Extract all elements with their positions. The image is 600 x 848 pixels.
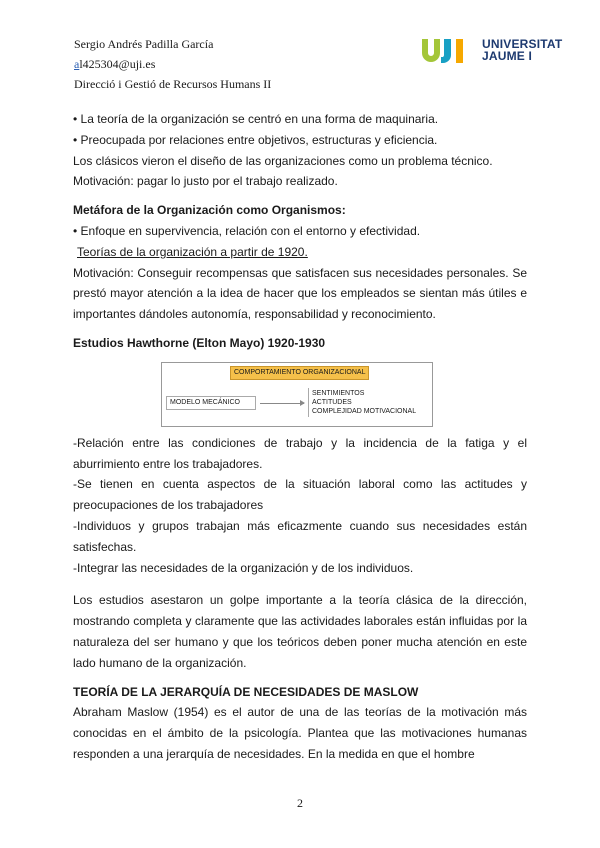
section-heading: TEORÍA DE LA JERARQUÍA DE NECESIDADES DE MASLOW bbox=[73, 684, 419, 699]
page-number: 2 bbox=[297, 796, 303, 810]
diagram-left-label: MODELO MECÁNICO bbox=[166, 396, 256, 410]
paragraph: Los clásicos vieron el diseño de las organizaciones como un problema técnico. bbox=[73, 153, 493, 168]
diagram-right-item: COMPLEJIDAD MOTIVACIONAL bbox=[312, 407, 417, 415]
email-first-letter: a bbox=[74, 57, 80, 71]
author-name: Sergio Andrés Padilla García bbox=[74, 37, 214, 51]
document-body bbox=[73, 109, 527, 765]
bullet-paragraph: • Preocupada por relaciones entre objetivos, estructuras y eficiencia. bbox=[73, 132, 438, 147]
paragraph: -Se tienen en cuenta aspectos de la situación laboral como las actitudes y preocupaciones de los trabajadores bbox=[73, 477, 527, 513]
diagram-right-item: SENTIMIENTOS bbox=[312, 389, 365, 397]
logo-text bbox=[482, 38, 562, 62]
page-header bbox=[74, 34, 271, 94]
underlined-subheading: Teorías de la organización a partir de 1920. bbox=[77, 244, 308, 259]
section-heading: Metáfora de la Organización como Organismos: bbox=[73, 203, 346, 218]
diagram-right-list bbox=[308, 388, 431, 417]
arrow-right-icon bbox=[260, 403, 304, 404]
paragraph: Abraham Maslow (1954) es el autor de una de las teorías de la motivación más conocidas en el ámbito de la psicología. Plantea que las motivaciones humanas responden a una jerarquía de necesidades. En la medida en que el hombre bbox=[73, 705, 527, 761]
author-email bbox=[74, 54, 271, 74]
bullet-paragraph: • Enfoque en supervivencia, relación con el entorno y efectividad. bbox=[73, 223, 421, 238]
paragraph: Motivación: Conseguir recompensas que satisfacen sus necesidades personales. Se prestó mayor atención a la idea de hacer que los empleados se sientan más útiles e importantes dándoles autonomía, responsabilidad y reconocimiento. bbox=[73, 265, 527, 322]
paragraph: -Integrar las necesidades de la organización y de los individuos. bbox=[73, 560, 414, 575]
section-heading: Estudios Hawthorne (Elton Mayo) 1920-1930 bbox=[73, 335, 326, 350]
paragraph: -Individuos y grupos trabajan más eficazmente cuando sus necesidades están satisfechas. bbox=[73, 518, 527, 554]
email-rest: l425304@uji.es bbox=[79, 57, 156, 71]
paragraph: -Relación entre las condiciones de trabajo y la incidencia de la fatiga y el aburrimiento entre los trabajadores. bbox=[73, 435, 527, 471]
paragraph: Motivación: pagar lo justo por el trabajo realizado. bbox=[73, 174, 338, 189]
bullet-paragraph: • La teoría de la organización se centró en una forma de maquinaria. bbox=[73, 112, 439, 126]
logo-line-1: UNIVERSITAT bbox=[482, 37, 563, 51]
uji-logo-icon bbox=[420, 37, 478, 63]
university-logo bbox=[420, 36, 570, 64]
paragraph: Los estudios asestaron un golpe importante a la teoría clásica de la dirección, mostrando completa y claramente que las actividades laborales están influidas por la naturaleza del ser humano y que los teóricos deben poner mucha atención en este lado humano de la organización. bbox=[73, 593, 527, 670]
course-name: Direcció i Gestió de Recursos Humans II bbox=[74, 77, 272, 91]
diagram-top-label: COMPORTAMIENTO ORGANIZACIONAL bbox=[230, 366, 369, 380]
diagram-right-item: ACTITUDES bbox=[312, 398, 352, 406]
hawthorne-diagram bbox=[161, 362, 433, 427]
logo-line-2: JAUME I bbox=[482, 49, 533, 63]
